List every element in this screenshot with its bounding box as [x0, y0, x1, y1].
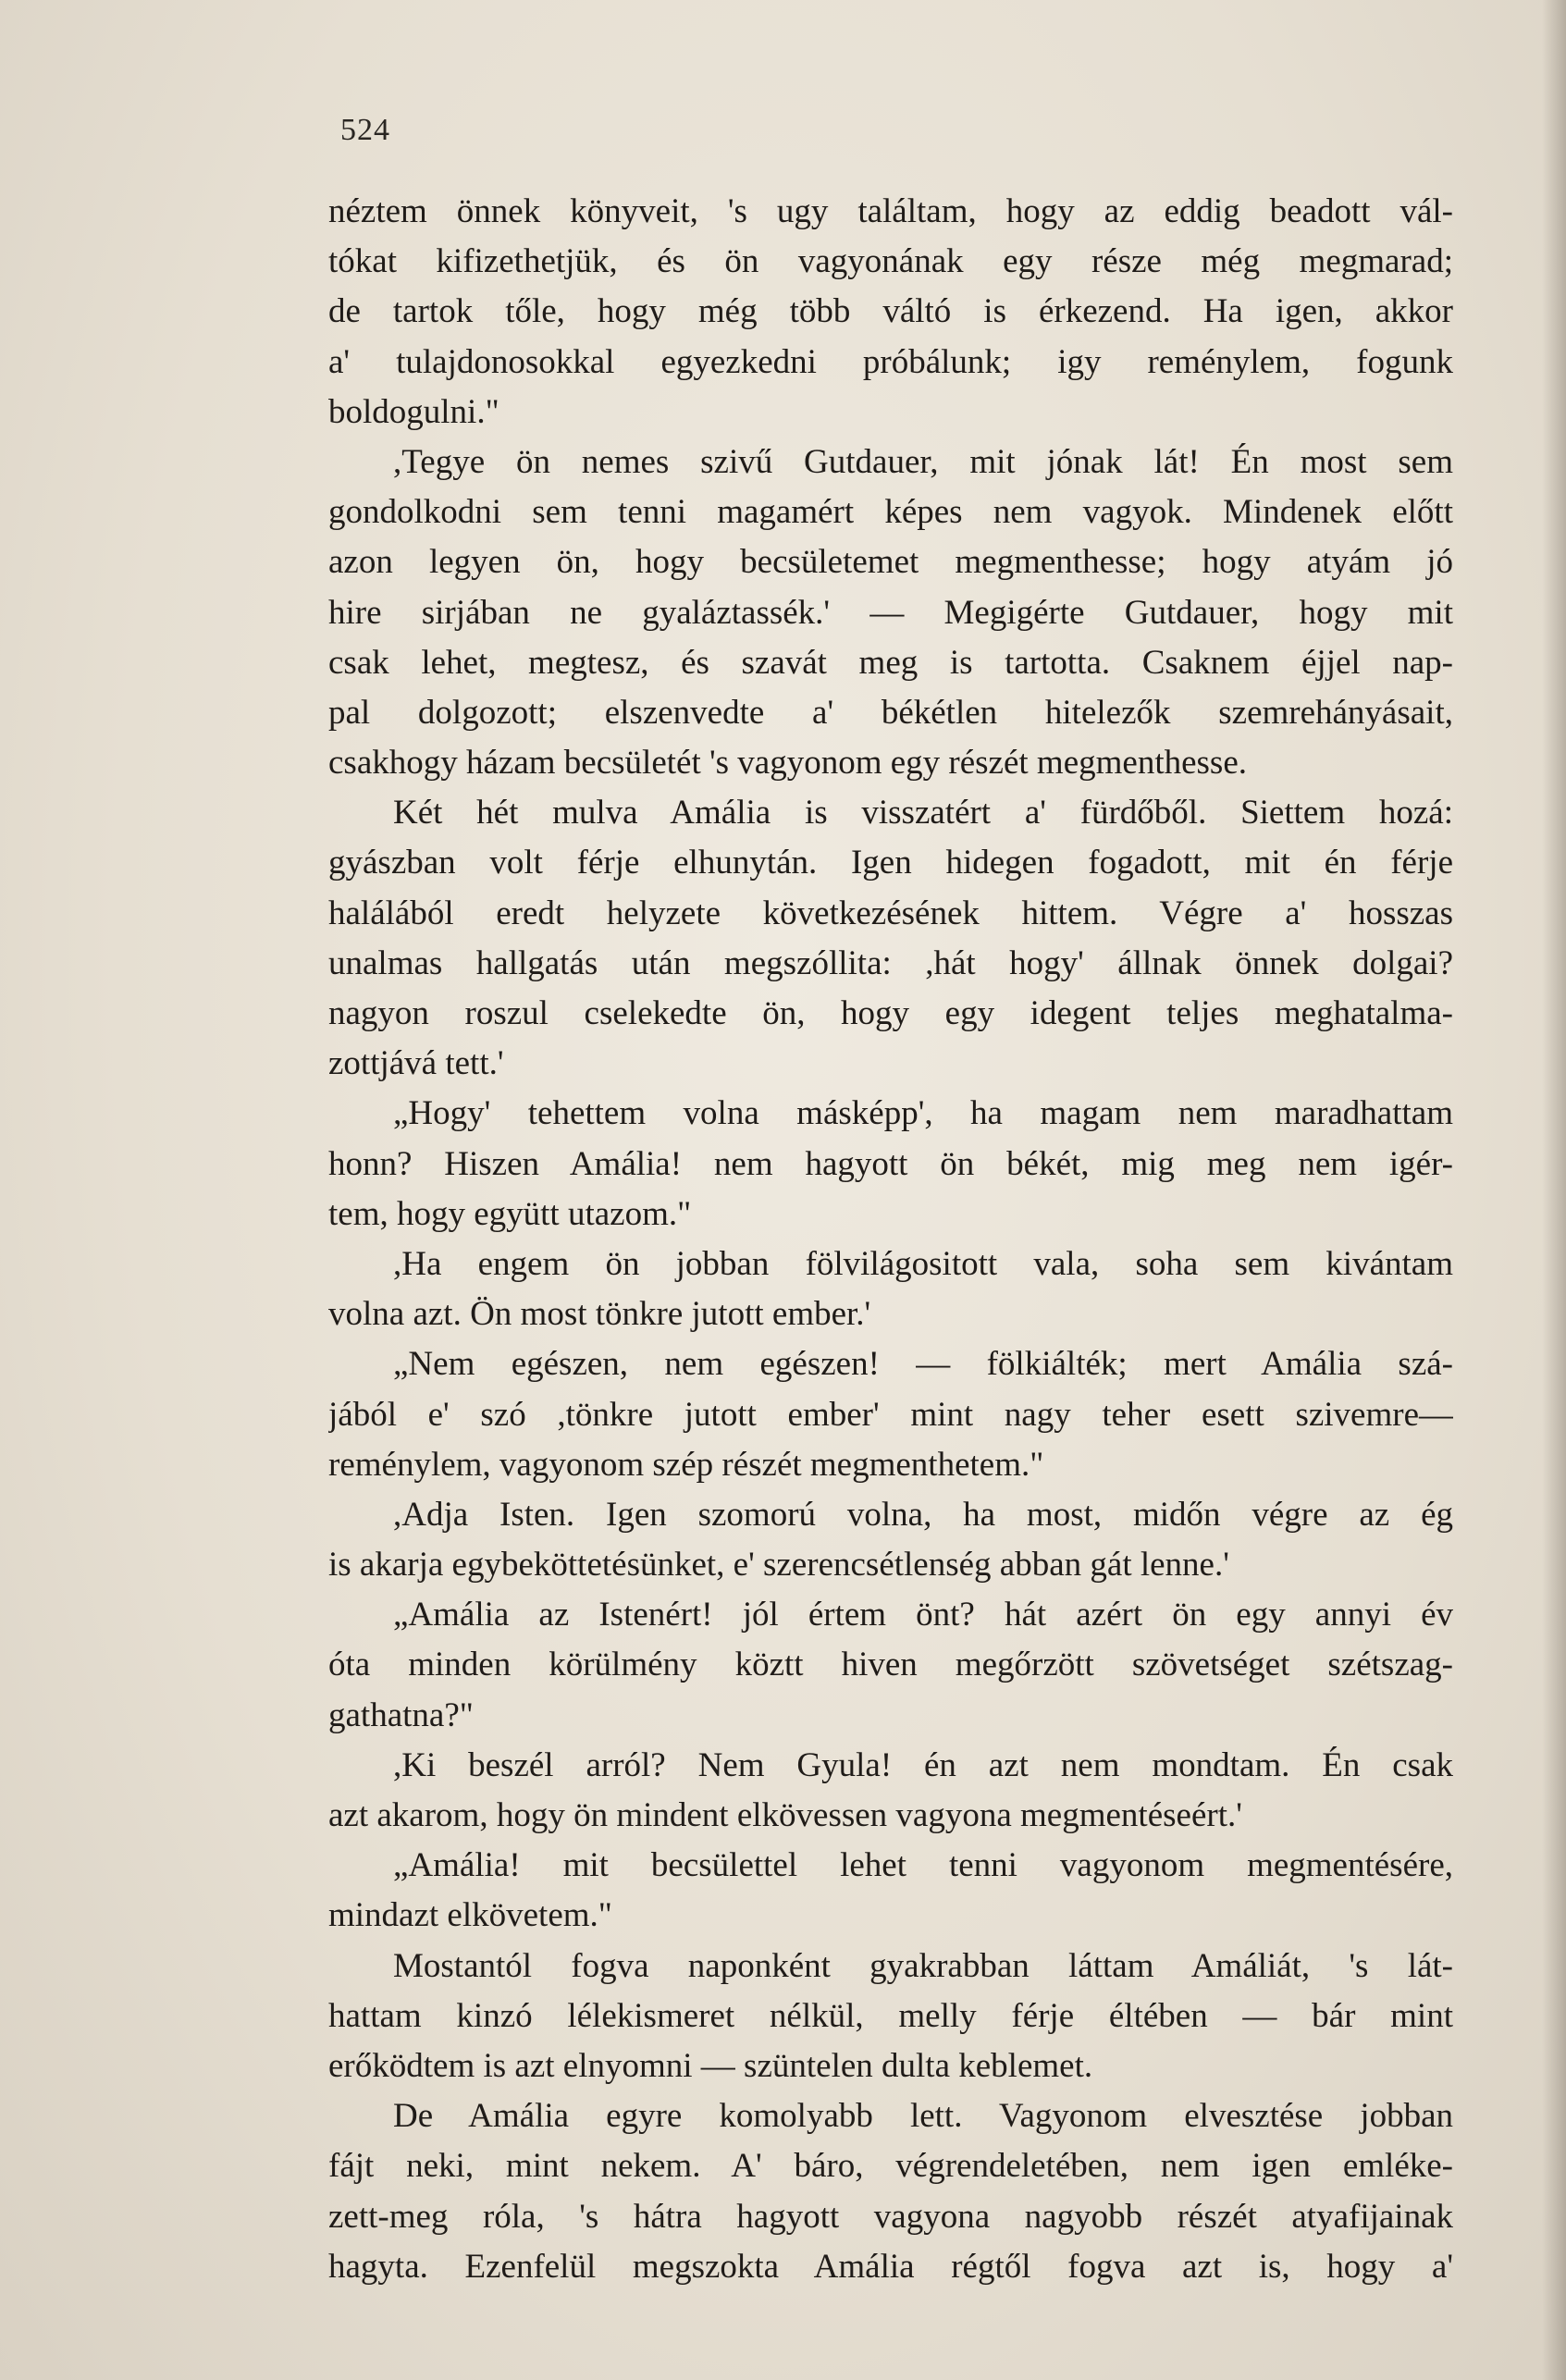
page-number: 524: [340, 113, 390, 147]
text-line: honn? Hiszen Amália! nem hagyott ön békét, mig meg nem igér-: [328, 1144, 1453, 1183]
text-line: mindazt elkövetem.": [328, 1896, 612, 1935]
text-line: De Amália egyre komolyabb lett. Vagyonom elvesztése jobban: [393, 2097, 1453, 2136]
text-line: Mostantól fogva naponként gyakrabban láttam Amáliát, 's lát-: [393, 1946, 1453, 1985]
text-line: volna azt. Ön most tönkre jutott ember.': [328, 1295, 871, 1334]
text-line: jából e' szó ,tönkre jutott ember' mint nagy teher esett szivemre—: [328, 1395, 1453, 1434]
text-line: nagyon roszul cselekedte ön, hogy egy idegent teljes meghatalma-: [328, 994, 1453, 1032]
text-line: Két hét mulva Amália is visszatért a' fürdőből. Siettem hozá:: [393, 794, 1453, 832]
text-line: csakhogy házam becsületét 's vagyonom egy részét megmenthesse.: [328, 744, 1248, 783]
text-line: ,Tegye ön nemes szivű Gutdauer, mit jónak lát! Én most sem: [393, 442, 1453, 481]
text-line: csak lehet, megtesz, és szavát meg is tartotta. Csaknem éjjel nap-: [328, 643, 1453, 682]
text-line: boldogulni.": [328, 392, 499, 431]
text-line: hagyta. Ezenfelül megszokta Amália régtől fogva azt is, hogy a': [328, 2247, 1453, 2286]
text-line: reménylem, vagyonom szép részét megmenthetem.": [328, 1445, 1044, 1484]
body-text: [328, 187, 1453, 2292]
text-line: gondolkodni sem tenni magamért képes nem vagyok. Mindenek előtt: [328, 493, 1453, 532]
text-line: „Nem egészen, nem egészen! — fölkiálték; mert Amália szá-: [393, 1345, 1453, 1384]
text-line: „Hogy' tehettem volna másképp', ha magam nem maradhattam: [393, 1094, 1453, 1133]
text-line: halálából eredt helyzete következésének hittem. Végre a' hosszas: [328, 894, 1453, 932]
text-line: erőködtem is azt elnyomni — szüntelen dulta keblemet.: [328, 2046, 1093, 2085]
text-line: unalmas hallgatás után megszóllita: ,hát hogy' állnak önnek dolgai?: [328, 943, 1453, 982]
text-line: tókat kifizethetjük, és ön vagyonának egy része még megmarad;: [328, 242, 1453, 281]
text-line: gathatna?": [328, 1696, 474, 1734]
text-line: hire sirjában ne gyaláztassék.' — Megigérte Gutdauer, hogy mit: [328, 593, 1453, 632]
text-line: gyászban volt férje elhunytán. Igen hidegen fogadott, mit én férje: [328, 844, 1453, 882]
text-line: tem, hogy együtt utazom.": [328, 1194, 692, 1233]
text-line: pal dolgozott; elszenvedte a' békétlen hitelezők szemrehányásait,: [328, 693, 1453, 732]
text-line: is akarja egybeköttetésünket, e' szerencsétlenség abban gát lenne.': [328, 1546, 1229, 1585]
text-line: „Amália! mit becsülettel lehet tenni vagyonom megmentésére,: [393, 1846, 1453, 1885]
text-line: „Amália az Istenért! jól értem önt? hát azért ön egy annyi év: [393, 1596, 1453, 1634]
text-line: zottjává tett.': [328, 1044, 504, 1083]
text-line: fájt neki, mint nekem. A' báro, végrendeletében, nem igen emléke-: [328, 2147, 1453, 2186]
page-fold-shadow: [1542, 0, 1566, 2380]
text-line: azon legyen ön, hogy becsületemet megmenthesse; hogy atyám jó: [328, 543, 1453, 582]
text-line: a' tulajdonosokkal egyezkedni próbálunk; igy reménylem, fogunk: [328, 342, 1453, 381]
text-line: zett-meg róla, 's hátra hagyott vagyona nagyobb részét atyafijainak: [328, 2197, 1453, 2236]
text-line: ,Ha engem ön jobban fölvilágositott vala, soha sem kivántam: [393, 1244, 1453, 1283]
text-line: ,Adja Isten. Igen szomorú volna, ha most, midőn végre az ég: [393, 1495, 1453, 1534]
text-line: de tartok tőle, hogy még több váltó is érkezend. Ha igen, akkor: [328, 292, 1453, 331]
text-line: azt akarom, hogy ön mindent elkövessen vagyona megmentéseért.': [328, 1796, 1242, 1834]
text-line: néztem önnek könyveit, 's ugy találtam, hogy az eddig beadott vál-: [328, 192, 1453, 230]
text-line: óta minden körülmény köztt hiven megőrzött szövetséget szétszag-: [328, 1646, 1453, 1684]
text-line: ,Ki beszél arról? Nem Gyula! én azt nem mondtam. Én csak: [393, 1745, 1453, 1784]
text-line: hattam kinzó lélekismeret nélkül, melly férje éltében — bár mint: [328, 1996, 1453, 2035]
